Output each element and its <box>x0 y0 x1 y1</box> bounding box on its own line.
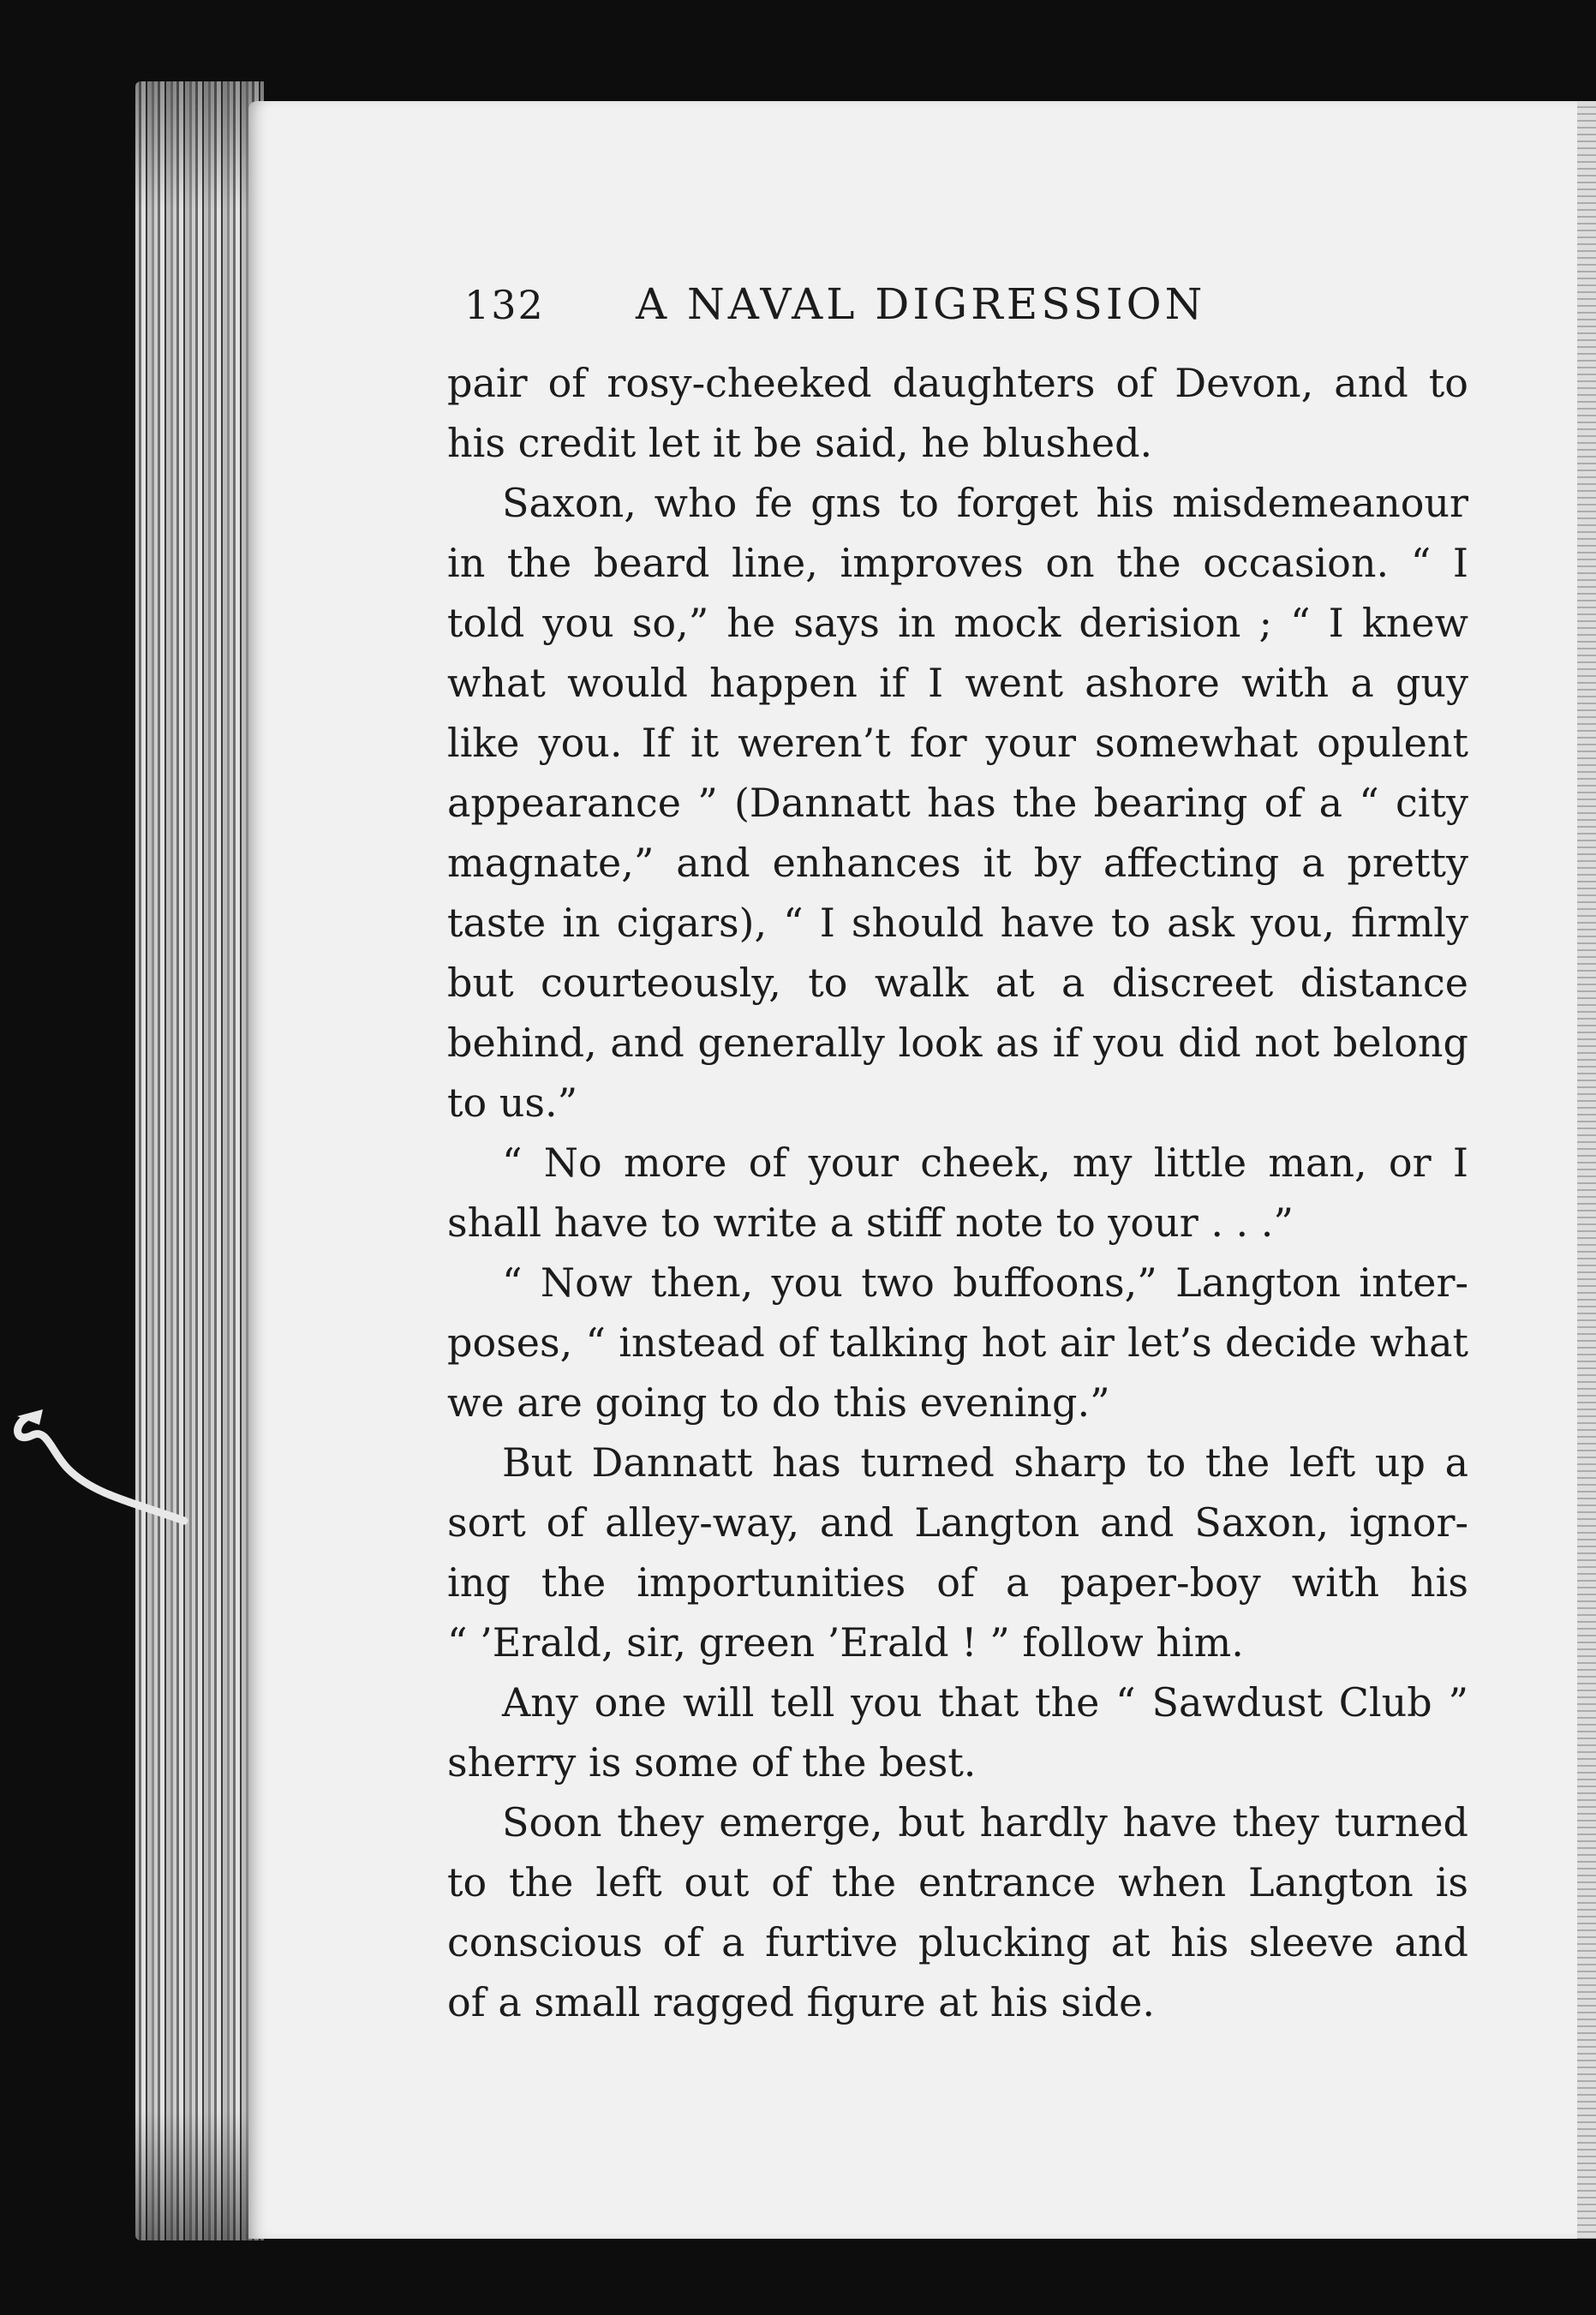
text-line: behind, and generally look as if you did not belong <box>447 1020 1468 1066</box>
text-line: “ No more of your cheek, my little man, or I <box>502 1140 1468 1186</box>
text-line: Soon they emerge, but hardly have they turned <box>502 1799 1468 1845</box>
text-line: ing the importunities of a paper-boy with his <box>447 1559 1468 1606</box>
text-line: to the left out of the entrance when Langton is <box>447 1859 1468 1905</box>
text-line: appearance ” (Dannatt has the bearing of a “ city <box>447 780 1468 826</box>
text-line: but courteously, to walk at a discreet distance <box>447 960 1468 1006</box>
text-line: But Dannatt has turned sharp to the left up a <box>502 1439 1468 1486</box>
page-number: 132 <box>464 282 545 328</box>
page-text <box>447 274 1468 2032</box>
text-line: magnate,” and enhances it by affecting a pretty <box>447 840 1468 886</box>
text-line: taste in cigars), “ I should have to ask you, firmly <box>447 900 1468 946</box>
text-line: sherry is some of the best. <box>447 1739 977 1786</box>
text-line: told you so,” he says in mock derision ; “ I knew <box>447 600 1468 646</box>
text-line: in the beard line, improves on the occasion. “ I <box>447 540 1468 586</box>
bookmark-ribbon-icon <box>9 1401 188 1529</box>
text-line: conscious of a furtive plucking at his sleeve and <box>447 1919 1468 1965</box>
text-line: his credit let it be said, he blushed. <box>447 420 1153 466</box>
text-line: of a small ragged figure at his side. <box>447 1979 1155 2025</box>
right-page-edge <box>1577 101 1596 2239</box>
text-line: to us.” <box>447 1080 578 1126</box>
running-title: A NAVAL DIGRESSION <box>636 279 1206 329</box>
text-line: pair of rosy-cheeked daughters of Devon, and to <box>447 360 1468 406</box>
book-page-edges <box>135 81 264 2240</box>
running-head <box>464 274 1468 334</box>
text-line: poses, “ instead of talking hot air let’s decide what <box>447 1319 1468 1366</box>
text-line: Saxon, who fe gns to forget his misdemeanour <box>502 480 1468 526</box>
text-line: what would happen if I went ashore with a guy <box>447 660 1468 706</box>
text-line: shall have to write a stiff note to your . . .” <box>447 1199 1294 1246</box>
body-text <box>447 353 1468 2032</box>
text-line: Any one will tell you that the “ Sawdust Club ” <box>502 1679 1468 1726</box>
text-line: we are going to do this evening.” <box>447 1379 1110 1426</box>
text-line: sort of alley-way, and Langton and Saxon, ignor- <box>447 1499 1468 1546</box>
text-line: like you. If it weren’t for your somewhat opulent <box>447 720 1468 766</box>
text-line: “ ’Erald, sir, green ’Erald ! ” follow him. <box>447 1619 1244 1666</box>
text-line: “ Now then, you two buffoons,” Langton inter- <box>502 1259 1468 1306</box>
